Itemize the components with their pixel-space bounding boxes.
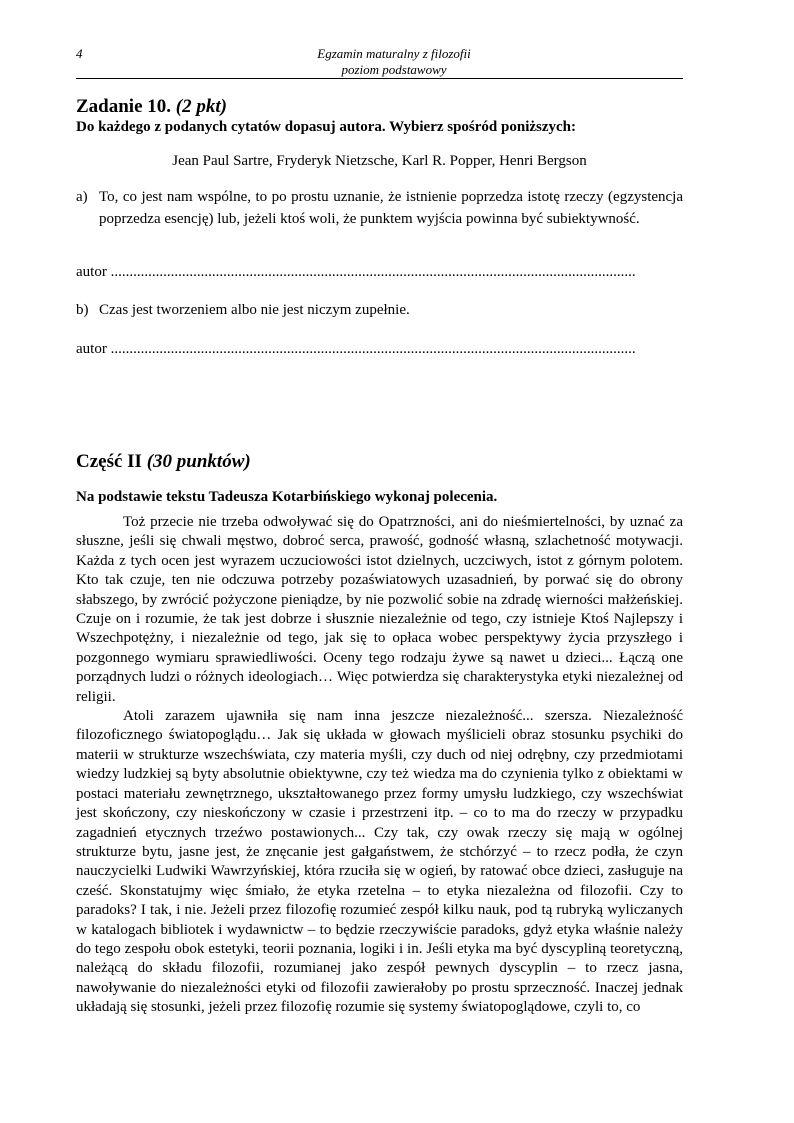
running-header <box>284 46 504 78</box>
header-title-line1: Egzamin maturalny z filozofii <box>317 46 471 61</box>
part-title: Część II <box>76 451 142 472</box>
page-number: 4 <box>76 46 83 61</box>
author-choices: Jean Paul Sartre, Fryderyk Nietzsche, Karl R. Popper, Henri Bergson <box>172 153 587 169</box>
task-title: Zadanie 10. <box>76 96 172 117</box>
quote-item-a <box>76 186 683 230</box>
source-paragraph: Toż przecie nie trzeba odwoływać się do Opatrzności, ani do nieśmiertelności, by uznać za słuszne, jeśli się chwali męstwo, dobroć serca, prawość, godność własną, szlachetność motywacji. Każda z tych ocen jest wyrazem uczuciowości istot dzielnych, uczciwych, istot z górnym polotem. Kto tak czuje, ten nie odczuwa potrzeby pozaświatowych uzasadnień, by porwać się do obrony słabszego, by zwrócić pożyczone pieniądze, by nie pozwolić sobie na zdradę wierności małżeńskiej. Czuje on i rozumie, że tak jest dobrze i słusznie niezależnie od tego, czy istnieje Ktoś Najlepszy i Wszechpotężny, i niezależnie od tego, jak się to opłaca wobec perspektywy życia przyszłego i pozgonnego wymiaru sprawiedliwości. Oceny tego rodzaju żywe są nawet u dzieci... Łączą one porządnych ludzi o różnych ideologiach… Więc potwierdza się charakterystyka etyki niezależnej od religii. <box>76 514 683 705</box>
part-points: (30 punktów) <box>146 451 251 472</box>
quote-text: Czas jest tworzeniem albo nie jest niczym zupełnie. <box>99 302 410 318</box>
part-lead: Na podstawie tekstu Tadeusza Kotarbińskiego wykonaj polecenia. <box>76 489 498 505</box>
part-heading <box>76 451 251 473</box>
quote-item-b <box>76 299 683 321</box>
source-paragraph: Atoli zarazem ujawniła się nam inna jeszcze niezależność... szersza. Niezależność filozoficznego światopoglądu… Jak się układa w głowach myślicieli obraz stosunku psychiki do materii w strukturze wszechświata, czy materia myśli, czy duch od niej odrębny, czy przedmiotami wiedzy ludzkiej są byty absolutnie obiektywne, czy też wiedza ma do czynienia tylko z obiektami w postaci materiału zewnętrznego, ukształtowanego przez formy umysłu ludzkiego, czy wszechświat jest skończony, czy nieskończony w czasie i przestrzeni itp. – co to ma do rzeczy w przypadku zagadnień etycznych trzeźwo postawionych... Czy tak, czy owak rzeczy się mają w ogólnej strukturze bytu, jasne jest, że znęcanie jest gałgaństwem, że stchórzyć – to rzecz podła, że czyn nauczycielki Ludwiki Wawrzyńskiej, która rzuciła się w ogień, by ratować obce dzieci, zasługuje na cześć. Skonstatujmy więc śmiało, że etyka rzetelna – to etyka niezależna od filozofii. Czy to paradoks? I tak, i nie. Jeżeli przez filozofię rozumieć zespół kilku nauk, pod tą rubryką wyliczanych w katalogach bibliotek i wydawnictw – to będzie rzeczywiście paradoks, gdyż etyka właśnie należy do tego zespołu obok estetyki, teorii poznania, logiki i in. Jeśli etyka ma być dyscypliną teoretyczną, należącą do składu filozofii, rozumianej jako zespół pewnych dyscyplin – to rzecz jasna, nawoływanie do niezależności etyki od filozofii zawierałoby po prostu sprzeczność. Inaczej jednak układają się stosunki, jeżeli przez filozofię rozumie się systemy światopoglądowe, czyli to, co <box>76 708 683 1016</box>
quote-text: To, co jest nam wspólne, to po prostu uznanie, że istnienie poprzedza istotę rzeczy (egzystencja poprzedza esencję) lub, jeżeli ktoś woli, że punktem wyjścia powinna być subiektywność. <box>99 189 683 227</box>
task-instruction: Do każdego z podanych cytatów dopasuj autora. Wybierz spośród poniższych: <box>76 119 577 135</box>
author-answer-line-a[interactable]: autor ............................................................................................................................................ <box>76 264 636 280</box>
quote-label: a) <box>76 189 88 205</box>
source-text <box>76 513 683 1018</box>
author-answer-line-b[interactable]: autor ............................................................................................................................................ <box>76 341 636 357</box>
quote-label: b) <box>76 302 89 318</box>
task-heading <box>76 96 227 118</box>
task-points: (2 pkt) <box>175 96 227 117</box>
header-divider <box>76 78 683 79</box>
header-title-line2: poziom podstawowy <box>341 62 447 77</box>
